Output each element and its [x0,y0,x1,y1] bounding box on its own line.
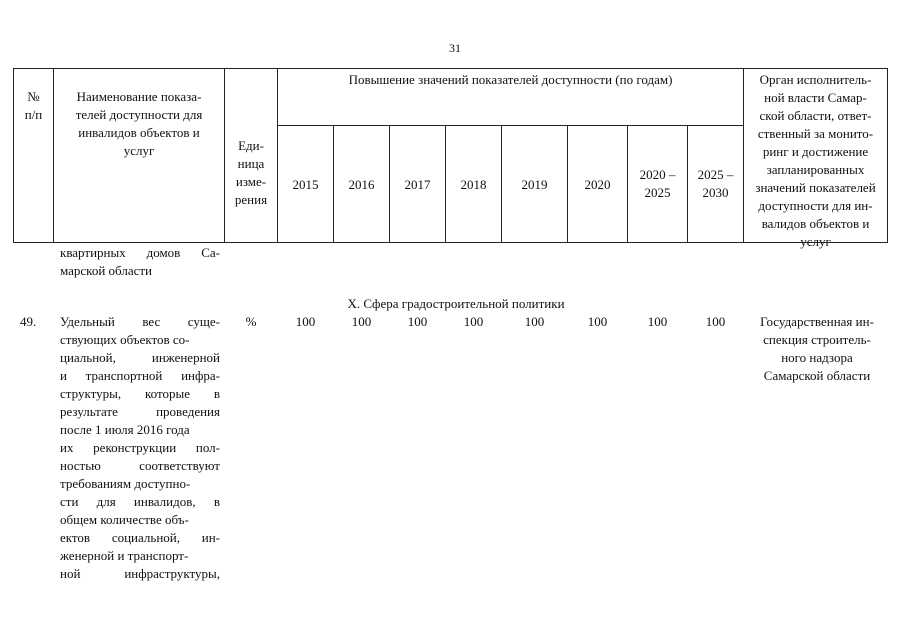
value-cell: 100 [351,314,372,329]
header-period: 2020 – 2025 [639,167,676,200]
continued-indicator-text [60,244,220,280]
table-top-border [13,68,888,69]
value-cell: 100 [524,314,545,329]
header-unit: Еди- ница изме- рения [234,138,268,207]
header-indicator-name: Наименование показа- телей доступности для инвалидов объектов и услуг [75,89,203,158]
header-responsible-authority: Орган исполнитель- ной власти Самар- ской области, ответ- ственный за монито- ринг и достижение запланированных значений показателей доступности для ин- валидов объектов и услуг [755,72,876,249]
header-year: 2018 [460,177,487,192]
col-divider [277,68,278,243]
header-period: 2025 – 2030 [697,167,734,200]
header-year: 2017 [404,177,431,192]
value-cell: 100 [705,314,726,329]
header-num: № п/п [24,89,43,122]
years-header-divider [277,125,743,126]
text-line: марской области [60,263,152,278]
unit-value: % [245,314,257,329]
responsible-authority: Государственная ин- спекция строитель- ного надзора Самарской области [760,314,874,383]
section-title: X. Сфера градостроительной политики [347,296,565,311]
value-cell: 100 [647,314,668,329]
value-cell: 100 [587,314,608,329]
header-year: 2020 [584,177,611,192]
text-line: квартирных домов Са- [60,245,220,260]
value-cell: 100 [463,314,484,329]
row-number: 49. [20,314,37,329]
table-right-border [887,68,888,243]
page-number: 31 [449,41,461,55]
header-year: 2016 [348,177,375,192]
header-year: 2019 [521,177,548,192]
value-cell: 100 [295,314,316,329]
indicator-name: Удельный вес суще- ствующих объектов со- циальной, инженерной и транспортной инфра- структуры, которые в результате проведения после 1 июля 2016 года их реконструкции пол- ностью соответствуют требованиям доступно- сти для инвалидов, в общем количестве объ- ектов социальной, ин- женерной и транспорт- ной инфраструктуры, [60,314,220,581]
value-cell: 100 [407,314,428,329]
header-year: 2015 [292,177,319,192]
header-increase-by-years: Повышение значений показателей доступности (по годам) [348,72,673,87]
